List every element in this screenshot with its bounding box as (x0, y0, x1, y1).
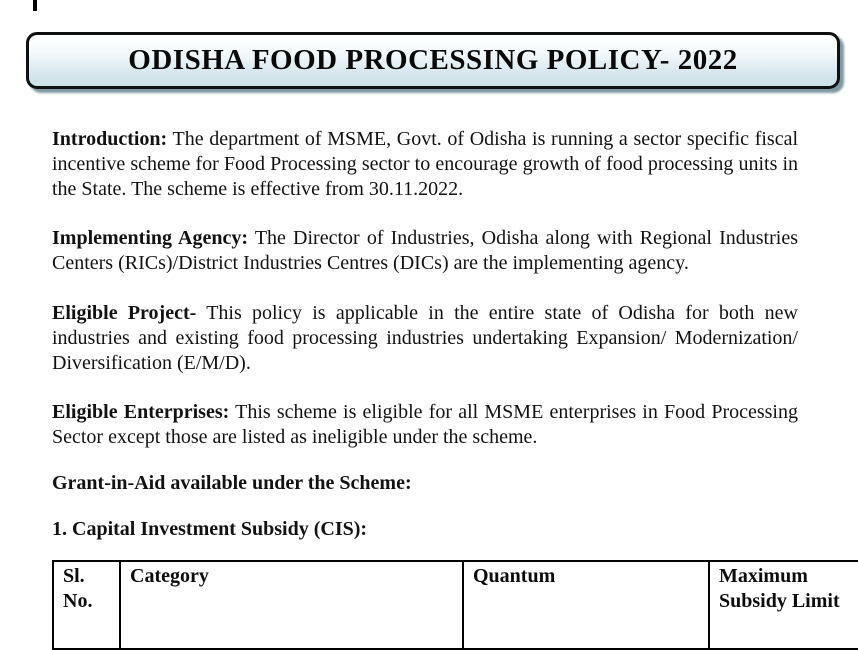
table-header-quantum: Quantum (463, 561, 709, 649)
paragraph-eligible-project-text: This policy is applicable in the entire state of Odisha for both new industries and existing food processing industries undertaking Expansion/ Modernization/ Diversification (E/M/D). (52, 301, 798, 374)
cis-table (52, 560, 858, 650)
title-banner (26, 32, 840, 89)
table-row (53, 561, 858, 649)
heading-capital-investment-subsidy: 1. Capital Investment Subsidy (CIS): (52, 517, 368, 540)
table-header-sl-no: Sl. No. (53, 561, 120, 649)
paragraph-eligible-project-label: Eligible Project- (52, 301, 197, 324)
text-block (52, 127, 798, 542)
cis-table-header-row (53, 561, 858, 649)
paragraph-introduction (52, 127, 798, 201)
paragraph-implementing-agency-label: Implementing Agency: (52, 227, 249, 250)
paragraph-eligible-enterprises (52, 400, 798, 450)
paragraph-eligible-enterprises-label: Eligible Enterprises: (52, 401, 230, 424)
table-header-maximum-subsidy-limit-text: Maximum Subsidy Limit (719, 564, 840, 612)
paragraph-eligible-enterprises-text: This scheme is eligible for all MSME enterprises in Food Processing Sector except those are listed as ineligible under the scheme. (52, 401, 798, 449)
paragraph-introduction-label: Introduction: (52, 128, 168, 150)
paragraph-implementing-agency-text: The Director of Industries, Odisha along with Regional Industries Centers (RICs)/District Industries Centres (DICs) are the implementing agency. (52, 227, 798, 275)
table-header-maximum-subsidy-limit (709, 561, 858, 649)
paragraph-introduction-text: The department of MSME, Govt. of Odisha is running a sector specific fiscal incentive scheme for Food Processing sector to encourage growth of food processing units in the State. The scheme is effective from 30.11.2022. (52, 128, 798, 200)
heading-grant-in-aid: Grant-in-Aid available under the Scheme: (52, 471, 412, 494)
table-header-category: Category (120, 561, 463, 649)
paragraph-eligible-project (52, 301, 798, 375)
document-body (52, 88, 838, 650)
paragraph-implementing-agency (52, 226, 798, 276)
page-corner-artifact (33, 0, 37, 11)
page-title: ODISHA FOOD PROCESSING POLICY- 2022 (128, 44, 738, 76)
